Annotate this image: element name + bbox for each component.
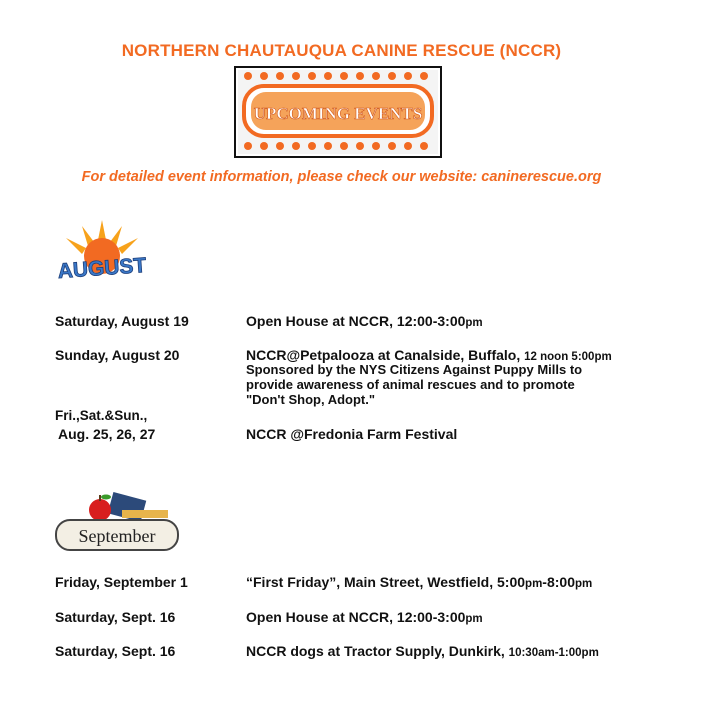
upcoming-events-banner bbox=[234, 66, 442, 158]
event-title: Open House at NCCR, 12:00-3:00pm bbox=[246, 609, 483, 625]
event-title: “First Friday”, Main Street, Westfield, 5:00pm-8:00pm bbox=[246, 574, 593, 590]
event-date: Fri.,Sat.&Sun., bbox=[55, 408, 148, 423]
event-date: Friday, September 1 bbox=[55, 574, 188, 590]
august-label: AUGUST bbox=[57, 253, 148, 283]
website-tagline: For detailed event information, please check our website: caninerescue.org bbox=[81, 169, 602, 185]
event-date: Saturday, Sept. 16 bbox=[55, 643, 176, 659]
september-label: September bbox=[78, 526, 156, 546]
event-date: Saturday, Sept. 16 bbox=[55, 609, 176, 625]
september-logo bbox=[52, 490, 182, 555]
event-note: Sponsored by the NYS Citizens Against Puppy Mills to provide awareness of animal rescues and to promote "Don't Shop, Adopt." bbox=[246, 362, 583, 407]
event-date: Sunday, August 20 bbox=[55, 347, 180, 363]
event-title: NCCR dogs at Tractor Supply, Dunkirk, 10:30am-1:00pm bbox=[246, 643, 599, 659]
page-title: NORTHERN CHAUTAUQUA CANINE RESCUE (NCCR) bbox=[121, 41, 562, 60]
banner-text: UPCOMING EVENTS bbox=[253, 104, 423, 123]
event-title: NCCR@Petpalooza at Canalside, Buffalo, 12 noon 5:00pm bbox=[246, 347, 612, 363]
august-logo bbox=[52, 218, 152, 283]
event-date: Saturday, August 19 bbox=[55, 313, 189, 329]
event-title: Open House at NCCR, 12:00-3:00pm bbox=[246, 313, 483, 329]
event-date: Aug. 25, 26, 27 bbox=[58, 426, 156, 442]
event-title: NCCR @Fredonia Farm Festival bbox=[246, 426, 458, 442]
